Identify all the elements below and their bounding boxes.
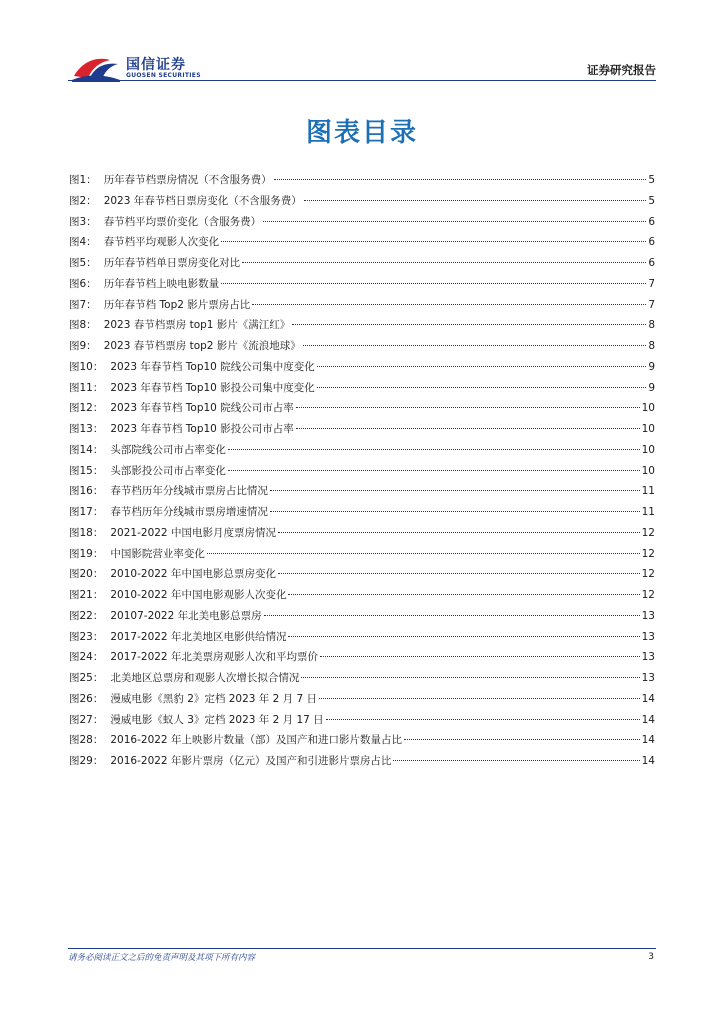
toc-entry-title: 头部影投公司市占率变化 xyxy=(110,464,226,477)
toc-entry-label: 图14： xyxy=(69,443,104,456)
toc-entry[interactable] xyxy=(69,523,655,544)
toc-entry-title: 漫威电影《黑豹 2》定档 2023 年 2 月 7 日 xyxy=(110,692,318,705)
header-divider xyxy=(68,80,656,81)
toc-entry-page: 13 xyxy=(641,672,655,684)
toc-entry-title: 2021-2022 中国电影月度票房情况 xyxy=(110,526,276,539)
toc-entry-label: 图24： xyxy=(69,651,104,664)
toc-dot-leader xyxy=(292,324,646,325)
toc-entry-page: 8 xyxy=(648,319,655,332)
toc-entry-page: 13 xyxy=(641,651,655,664)
toc-entry[interactable] xyxy=(69,191,655,212)
toc-dot-leader xyxy=(320,656,640,657)
toc-dot-leader xyxy=(278,573,640,574)
toc-entry-title: 2023 年春节档 Top10 院线公司市占率 xyxy=(110,402,294,415)
toc-entry-page: 5 xyxy=(648,194,655,207)
toc-dot-leader xyxy=(270,511,640,512)
toc-entry-title: 2023 春节档票房 top1 影片《满江红》 xyxy=(103,319,291,332)
toc-entry-label: 图2： xyxy=(69,194,97,207)
toc-entry-page: 13 xyxy=(641,609,655,622)
page-title: 图表目录 xyxy=(305,118,418,148)
toc-dot-leader xyxy=(264,615,640,616)
logo-english-name: GUOSEN SECURITIES xyxy=(126,72,201,79)
toc-entry[interactable] xyxy=(69,357,655,378)
toc-entry-page: 7 xyxy=(648,277,655,290)
toc-dot-leader xyxy=(317,387,647,388)
toc-entry-page: 9 xyxy=(648,381,655,394)
toc-entry-title: 2017-2022 年北美地区电影供给情况 xyxy=(110,630,287,643)
toc-dot-leader xyxy=(303,345,647,346)
toc-entry-label: 图12： xyxy=(69,402,104,415)
toc-entry-page: 5 xyxy=(648,174,655,186)
toc-entry-label: 图22： xyxy=(69,609,104,622)
toc-dot-leader xyxy=(207,553,640,554)
toc-entry-label: 图13： xyxy=(69,423,104,435)
toc-entry-label: 图27： xyxy=(69,713,104,726)
toc-entry-label: 图15： xyxy=(69,464,104,477)
toc-dot-leader xyxy=(263,221,646,222)
toc-entry[interactable] xyxy=(69,336,655,357)
report-type-label: 证券研究报告 xyxy=(587,63,656,77)
toc-entry-page: 9 xyxy=(648,360,655,373)
toc-entry-label: 图28： xyxy=(69,734,104,747)
toc-entry[interactable] xyxy=(69,544,655,565)
toc-entry-label: 图3： xyxy=(69,215,97,228)
toc-dot-leader xyxy=(221,283,646,284)
toc-entry-label: 图1： xyxy=(69,174,97,186)
toc-entry-title: 春节档平均票价变化（含服务费） xyxy=(103,215,262,228)
toc-dot-leader xyxy=(278,532,640,533)
toc-entry-page: 10 xyxy=(641,423,655,435)
toc-entry[interactable] xyxy=(69,170,655,191)
footer-disclaimer: 请务必阅读正文之后的免责声明及其项下所有内容 xyxy=(68,953,256,963)
toc-entry-label: 图20： xyxy=(69,568,104,581)
toc-entry[interactable] xyxy=(69,232,655,253)
toc-entry[interactable] xyxy=(69,668,655,689)
toc-dot-leader xyxy=(404,739,640,740)
toc-entry-label: 图21： xyxy=(69,589,104,601)
footer-divider xyxy=(68,948,656,949)
toc-entry-title: 20107-2022 年北美电影总票房 xyxy=(110,609,262,622)
toc-entry-title: 2016-2022 年上映影片数量（部）及国产和进口影片数量占比 xyxy=(110,734,402,747)
toc-entry[interactable] xyxy=(69,564,655,585)
toc-entry-page: 6 xyxy=(648,257,655,269)
toc-entry[interactable] xyxy=(69,419,655,440)
toc-entry[interactable] xyxy=(69,212,655,233)
toc-dot-leader xyxy=(252,304,646,305)
toc-entry-page: 7 xyxy=(648,298,655,311)
toc-entry-label: 图19： xyxy=(69,547,104,560)
toc-entry-title: 历年春节档上映电影数量 xyxy=(103,277,220,290)
toc-entry[interactable] xyxy=(69,689,655,710)
toc-dot-leader xyxy=(288,636,639,637)
toc-entry-page: 12 xyxy=(641,589,655,601)
toc-entry-page: 10 xyxy=(641,443,655,456)
toc-entry[interactable] xyxy=(69,627,655,648)
toc-entry-page: 12 xyxy=(641,568,655,581)
toc-entry-page: 11 xyxy=(641,485,655,498)
toc-entry-page: 12 xyxy=(641,526,655,539)
toc-entry-title: 2010-2022 年中国电影总票房变化 xyxy=(110,568,276,581)
toc-entry[interactable] xyxy=(69,461,655,482)
toc-dot-leader xyxy=(317,366,647,367)
toc-entry-label: 图16： xyxy=(69,485,104,498)
toc-entry-title: 春节档历年分线城市票房占比情况 xyxy=(110,485,268,498)
toc-entry-label: 图10： xyxy=(69,360,104,373)
toc-entry-label: 图25： xyxy=(69,672,104,684)
toc-entry[interactable] xyxy=(69,274,655,295)
toc-entry-label: 图9： xyxy=(69,340,97,352)
toc-entry-label: 图7： xyxy=(69,298,97,311)
toc-entry-label: 图6： xyxy=(69,277,97,290)
toc-dot-leader xyxy=(319,698,640,699)
toc-entry-page: 11 xyxy=(641,506,655,518)
toc-dot-leader xyxy=(296,428,640,429)
toc-dot-leader xyxy=(296,407,640,408)
toc-dot-leader xyxy=(228,449,640,450)
toc-entry-title: 春节档历年分线城市票房增速情况 xyxy=(110,506,268,518)
toc-dot-leader xyxy=(326,719,640,720)
toc-dot-leader xyxy=(304,200,647,201)
toc-dot-leader xyxy=(301,677,639,678)
toc-entry-title: 2023 春节档票房 top2 影片《流浪地球》 xyxy=(103,340,301,352)
toc-entry-label: 图8： xyxy=(69,319,97,332)
logo-chinese-name: 国信证券 xyxy=(126,57,186,73)
toc-entry-title: 2010-2022 年中国电影观影人次变化 xyxy=(110,589,287,601)
toc-entry[interactable] xyxy=(69,710,655,731)
toc-dot-leader xyxy=(393,760,639,761)
toc-entry[interactable] xyxy=(69,295,655,316)
toc-entry-title: 中国影院营业率变化 xyxy=(110,547,205,560)
toc-entry-title: 历年春节档票房情况（不含服务费） xyxy=(103,174,272,186)
toc-entry-title: 头部院线公司市占率变化 xyxy=(110,443,226,456)
toc-dot-leader xyxy=(221,241,646,242)
toc-entry-title: 2023 年春节档 Top10 影投公司市占率 xyxy=(110,423,294,435)
toc-entry-label: 图18： xyxy=(69,526,104,539)
toc-entry-title: 2023 年春节档日票房变化（不含服务费） xyxy=(103,194,302,207)
toc-entry[interactable] xyxy=(69,730,655,751)
toc-entry-title: 2016-2022 年影片票房（亿元）及国产和引进影片票房占比 xyxy=(110,755,392,767)
toc-entry-page: 14 xyxy=(641,713,655,726)
toc-entry-page: 10 xyxy=(641,402,655,415)
toc-dot-leader xyxy=(288,594,639,595)
toc-entry-label: 图23： xyxy=(69,630,104,643)
toc-entry[interactable] xyxy=(69,481,655,502)
toc-entry-title: 北美地区总票房和观影人次增长拟合情况 xyxy=(110,672,300,684)
toc-dot-leader xyxy=(274,179,647,180)
toc-entry-page: 14 xyxy=(641,692,655,705)
toc-entry-label: 图26： xyxy=(69,692,104,705)
toc-dot-leader xyxy=(270,490,640,491)
toc-dot-leader xyxy=(242,262,646,263)
toc-entry-page: 6 xyxy=(648,215,655,228)
toc-entry-title: 漫威电影《蚁人 3》定档 2023 年 2 月 17 日 xyxy=(110,713,324,726)
toc-entry-page: 14 xyxy=(641,734,655,747)
toc-entry-page: 10 xyxy=(641,464,655,477)
toc-entry[interactable] xyxy=(69,440,655,461)
toc-entry[interactable] xyxy=(69,751,655,772)
toc-entry-title: 春节档平均观影人次变化 xyxy=(103,236,220,249)
toc-entry-page: 6 xyxy=(648,236,655,249)
toc-entry-title: 2017-2022 年北美票房观影人次和平均票价 xyxy=(110,651,318,664)
toc-entry-label: 图4： xyxy=(69,236,97,249)
toc-entry-page: 8 xyxy=(648,340,655,352)
toc-entry-label: 图5： xyxy=(69,257,97,269)
figure-table-of-contents xyxy=(69,170,655,772)
toc-entry-title: 历年春节档 Top2 影片票房占比 xyxy=(103,298,251,311)
toc-entry-page: 12 xyxy=(641,547,655,560)
toc-entry[interactable] xyxy=(69,606,655,627)
toc-entry[interactable] xyxy=(69,253,655,274)
toc-dot-leader xyxy=(228,470,640,471)
toc-entry-page: 14 xyxy=(641,755,655,767)
toc-entry-title: 2023 年春节档 Top10 院线公司集中度变化 xyxy=(110,360,315,373)
toc-entry-label: 图29： xyxy=(69,755,104,767)
toc-entry-page: 13 xyxy=(641,630,655,643)
page-number: 3 xyxy=(648,952,654,962)
toc-entry-label: 图11： xyxy=(69,381,104,394)
toc-entry[interactable] xyxy=(69,315,655,336)
toc-entry[interactable] xyxy=(69,398,655,419)
toc-entry[interactable] xyxy=(69,502,655,523)
toc-entry[interactable] xyxy=(69,585,655,606)
toc-entry-title: 历年春节档单日票房变化对比 xyxy=(103,257,241,269)
toc-entry-title: 2023 年春节档 Top10 影投公司集中度变化 xyxy=(110,381,315,394)
toc-entry[interactable] xyxy=(69,647,655,668)
toc-entry-label: 图17： xyxy=(69,506,104,518)
toc-entry[interactable] xyxy=(69,378,655,399)
